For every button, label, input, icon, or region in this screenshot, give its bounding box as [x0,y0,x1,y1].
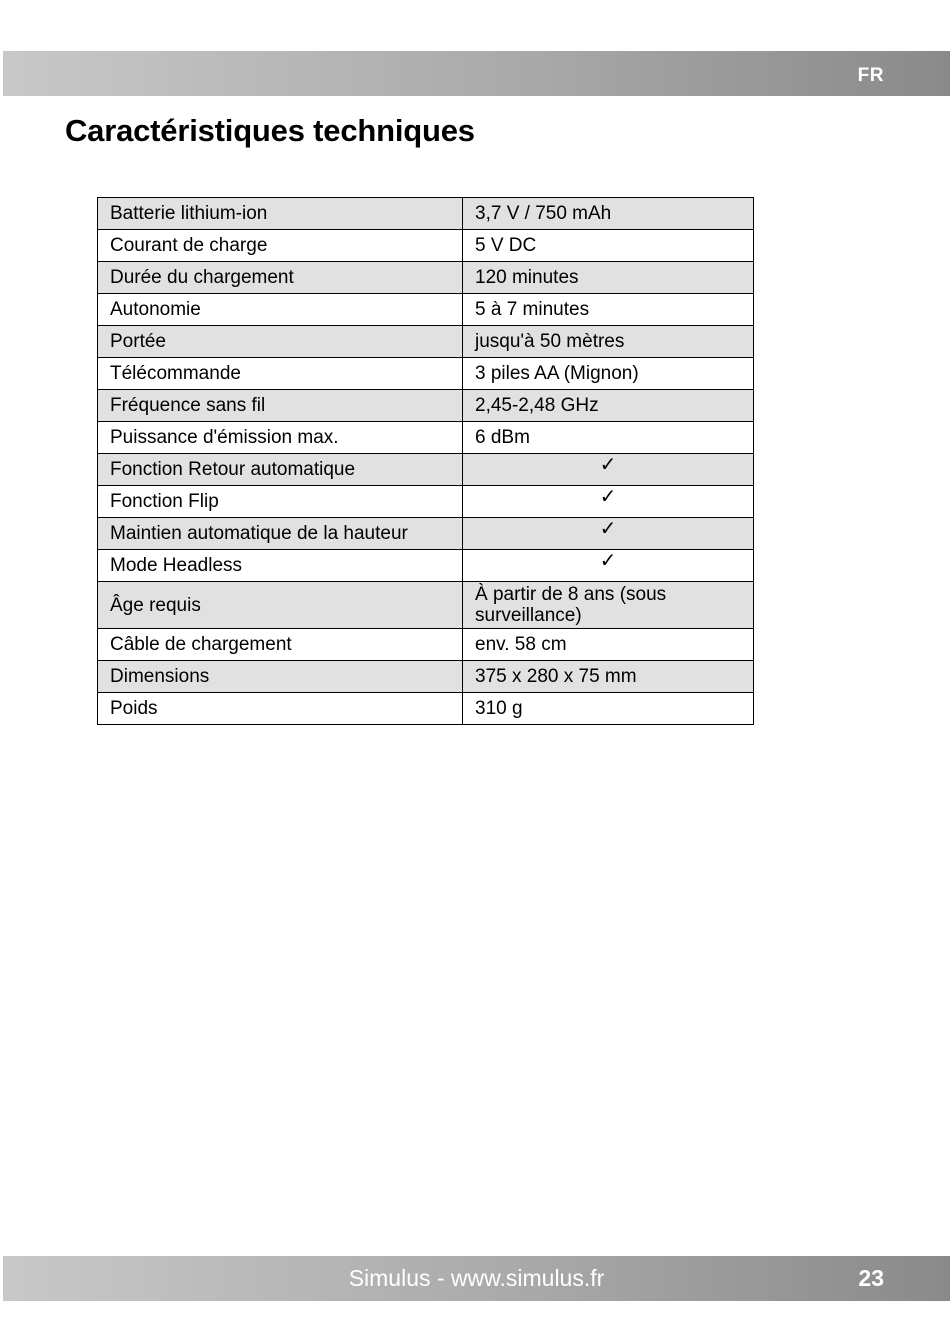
spec-value: 5 V DC [463,230,754,262]
spec-label: Autonomie [98,294,463,326]
language-tag: FR [857,65,884,86]
table-row [98,262,754,294]
table-row [98,326,754,358]
spec-value: 3,7 V / 750 mAh [463,198,754,230]
table-row [98,422,754,454]
spec-label: Câble de chargement [98,629,463,661]
spec-value: 310 g [463,693,754,725]
spec-label: Puissance d'émission max. [98,422,463,454]
table-row [98,198,754,230]
spec-label: Fonction Retour automatique [98,454,463,486]
table-row [98,454,754,486]
spec-value: 375 x 280 x 75 mm [463,661,754,693]
table-row [98,582,754,629]
footer-website: Simulus - www.simulus.fr [348,1265,605,1291]
spec-label: Courant de charge [98,230,463,262]
table-row [98,230,754,262]
spec-value: 5 à 7 minutes [463,294,754,326]
page-number: 23 [858,1265,884,1291]
spec-value: 120 minutes [463,262,754,294]
spec-label: Mode Headless [98,550,463,582]
spec-label: Fréquence sans fil [98,390,463,422]
table-row [98,294,754,326]
spec-value: À partir de 8 ans (sous surveillance) [463,582,754,629]
spec-value: 6 dBm [463,422,754,454]
table-row [98,518,754,550]
table-row [98,358,754,390]
spec-label: Batterie lithium-ion [98,198,463,230]
spec-label: Âge requis [98,582,463,629]
checkmark-icon: ✓ [463,454,754,486]
spec-value: 3 piles AA (Mignon) [463,358,754,390]
header-bar [3,51,950,96]
checkmark-icon: ✓ [463,486,754,518]
spec-value: env. 58 cm [463,629,754,661]
spec-label: Portée [98,326,463,358]
spec-label: Maintien automatique de la hauteur [98,518,463,550]
table-row [98,550,754,582]
spec-label: Dimensions [98,661,463,693]
spec-value: 2,45-2,48 GHz [463,390,754,422]
table-row [98,693,754,725]
checkmark-icon: ✓ [463,518,754,550]
table-row [98,629,754,661]
table-row [98,661,754,693]
spec-label: Poids [98,693,463,725]
spec-table [97,197,754,725]
checkmark-icon: ✓ [463,550,754,582]
footer-bar [3,1256,950,1301]
table-row [98,390,754,422]
spec-label: Durée du chargement [98,262,463,294]
table-row [98,486,754,518]
spec-label: Fonction Flip [98,486,463,518]
page-title: Caractéristiques techniques [65,113,475,148]
spec-value: jusqu'à 50 mètres [463,326,754,358]
spec-label: Télécommande [98,358,463,390]
